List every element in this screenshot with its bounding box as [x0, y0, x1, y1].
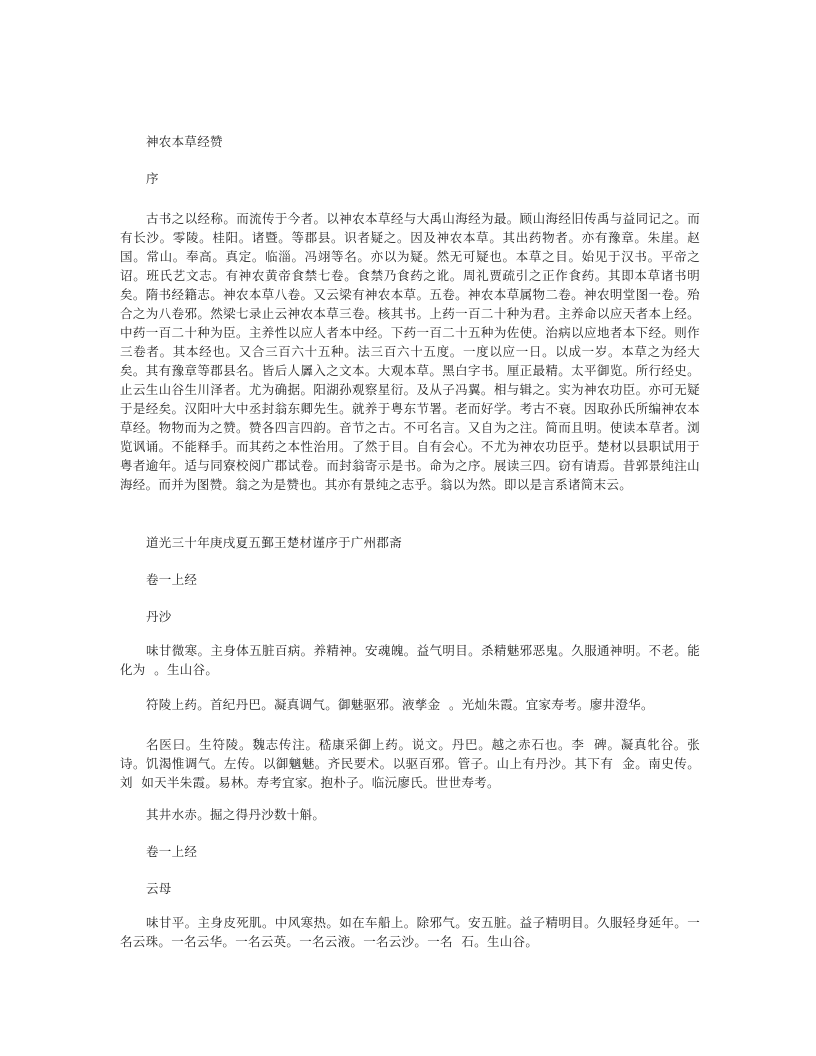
- volume-heading-2: 卷一上经: [146, 844, 198, 859]
- preface-signature: 道光三十年庚戌夏五鄞王楚材谨序于广州郡斋: [146, 535, 403, 550]
- entry-description-yunmu: 味甘平。主身皮死肌。中风寒热。如在车船上。除邪气。安五脏。益子精明目。久服轻身延年。一名云珠。一名云华。一名云英。一名云液。一名云沙。一名 石。生山谷。: [120, 915, 700, 949]
- entry-description-dansha: 味甘微寒。主身体五脏百病。养精神。安魂魄。益气明目。杀精魅邪恶鬼。久服通神明。不老。能化为 。生山谷。: [120, 643, 700, 677]
- volume-heading-1: 卷一上经: [146, 572, 198, 587]
- entry-title-dansha: 丹沙: [146, 609, 172, 624]
- entry-title-yunmu: 云母: [146, 881, 172, 896]
- entry-verse-dansha: 符陵上药。首纪丹巴。凝真调气。御魅驱邪。液孳金 。光灿朱霞。宜家寿考。廖井澄华。: [146, 697, 654, 712]
- preface-body: 古书之以经称。而流传于今者。以神农本草经与大禹山海经为最。顾山海经旧传禹与益同记之。而有长沙。零陵。桂阳。诸暨。等郡县。识者疑之。因及神农本草。其出药物者。亦有豫章。朱崖。赵国。常山。奉高。真定。临淄。冯翊等名。亦以为疑。然无可疑也。本草之目。始见于汉书。平帝之诏。班氏艺文志。有神农黄帝食禁七卷。食禁乃食药之讹。周礼贾疏引之正作食药。其即本草诸书明矣。隋书经籍志。神农本草八卷。又云梁有神农本草。五卷。神农本草属物二卷。神农明堂图一卷。殆合之为八卷邪。然梁七录止云神农本草三卷。核其书。上药一百二十种为君。主养命以应天者本上经。中药一百二十种为臣。主养性以应人者本中经。下药一百二十五种为佐使。治病以应地者本下经。则作三卷者。其本经也。又合三百六十五种。法三百六十五度。一度以应一日。以成一岁。本草之为经大矣。其有豫章等郡县名。皆后人羼入之文本。大观本草。黑白字书。厘正最精。太平御览。所行经史。止云生山谷生川泽者。尤为确据。阳湖孙观察星衍。及从子冯翼。相与辑之。实为神农功臣。亦可无疑于是经矣。汉阳叶大中丞封翁东卿先生。就养于粤东节署。老而好学。考古不衰。因取孙氏所编神农本草经。物物而为之赞。赞各四言四韵。音节之古。不可名言。又自为之注。简而且明。使读本草者。浏览讽诵。不能释手。而其药之本性治用。了然于目。自有会心。不尤为神农功臣乎。楚材以县职试用于粤者逾年。适与同寮校阅广郡试卷。而封翁寄示是书。命为之序。展读三四。窃有请焉。昔郭景纯注山海经。而并为图赞。翁之为是赞也。其亦有景纯之志乎。翁以为然。即以是言系诸简末云。: [120, 211, 700, 492]
- entry-annotation-dansha: 名医曰。生符陵。魏志传注。嵇康采御上药。说文。丹巴。越之赤石也。李 碑。凝真牝谷。张 诗。饥渴惟调气。左传。以御魑魅。齐民要术。以驱百邪。管子。山上有丹沙。其下有 金。南史传。刘 如天半朱霞。易林。寿考宜家。抱朴子。临沅廖氏。世世寿考。: [120, 737, 709, 790]
- preface-heading: 序: [146, 171, 159, 186]
- document-title: 神农本草经赞: [146, 134, 223, 149]
- entry-annotation-continued: 其井水赤。掘之得丹沙数十斛。: [146, 807, 326, 822]
